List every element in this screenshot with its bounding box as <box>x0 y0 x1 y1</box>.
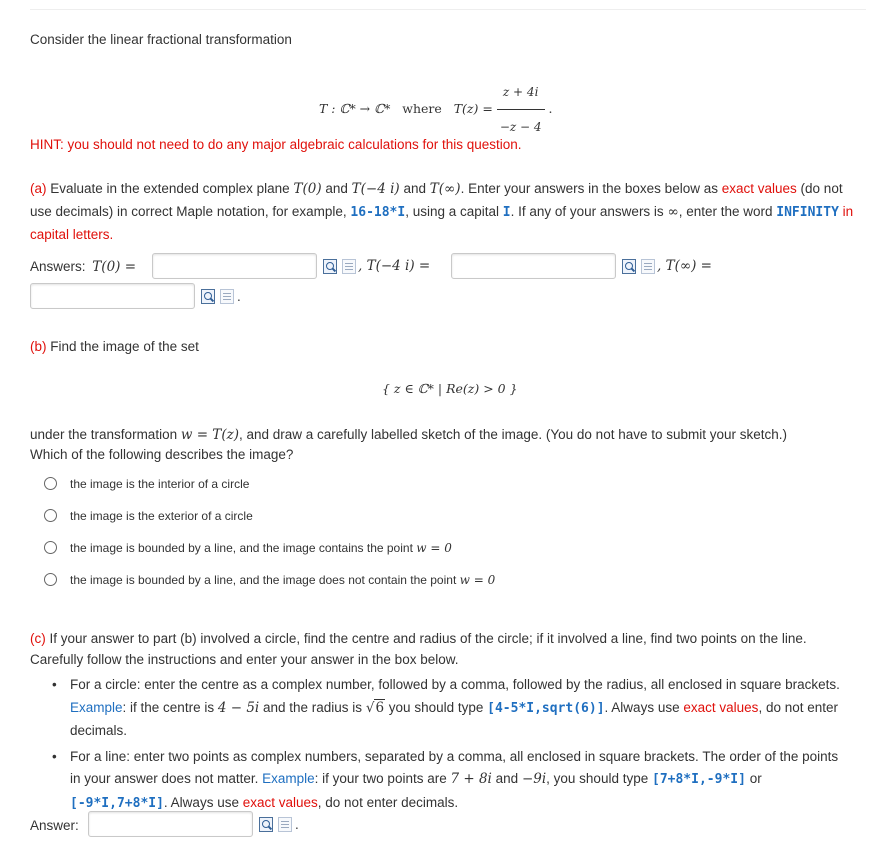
syntax-help-icon[interactable] <box>641 259 655 274</box>
b2-t7: , do not enter decimals. <box>317 794 459 810</box>
part-a-t8: , enter the word <box>678 203 773 219</box>
part-a-t7: . If any of your answers is <box>510 203 664 219</box>
preview-icon[interactable] <box>201 289 215 304</box>
option-3-text: the image is bounded by a line, and the image contains the point <box>70 541 413 555</box>
b1-sqrt-arg: 6 <box>375 699 385 716</box>
answer-c-label: Answer: <box>30 818 79 833</box>
answers-a-tm4i-label <box>358 258 430 274</box>
radio-option-4[interactable] <box>44 573 57 586</box>
part-c-instructions <box>52 674 852 818</box>
b2-t5: or <box>749 771 762 786</box>
answer-c-end: . <box>295 817 299 832</box>
part-a-m3: T(∞) <box>429 181 461 197</box>
b1-values: values <box>719 699 759 715</box>
line-instruction <box>52 746 852 816</box>
b2-t1: For a line: enter two points as complex numbers, separated by a comma, all enclosed in square brackets. The order of the points in your answer does not matter. <box>70 748 839 786</box>
preview-icon[interactable] <box>259 817 273 832</box>
part-b-question: Which of the following describes the image? <box>30 447 294 462</box>
part-a-example-code: 16-18*I <box>350 204 406 220</box>
intro-text: Consider the linear fractional transformation <box>30 32 292 47</box>
preview-icon[interactable] <box>323 259 337 274</box>
formula-numerator: z + 4i <box>497 76 545 110</box>
part-a-text <box>30 178 860 247</box>
formula-denominator: −z − 4 <box>499 120 542 134</box>
part-b-u1: under the transformation <box>30 427 178 442</box>
part-c-text <box>30 629 860 670</box>
formula-fraction <box>497 76 545 143</box>
radio-option-3[interactable] <box>44 541 57 554</box>
b2-t4: , you should type <box>546 771 649 786</box>
b2-example: Example <box>262 771 315 786</box>
answer-t-infinity-input[interactable] <box>30 283 195 309</box>
part-a-inf-code: INFINITY <box>776 204 839 220</box>
b1-t2: : if the centre is <box>122 699 215 715</box>
b2-m1: 7 + 8i <box>450 771 492 787</box>
part-a-m1: T(0) <box>293 181 322 197</box>
answers-a-sep1: , <box>358 258 363 274</box>
part-b-w-eq: w = T(z) <box>180 427 239 443</box>
option-1-label: the image is the interior of a circle <box>70 477 250 491</box>
part-c-text2: Carefully follow the instructions and enter your answer in the box below. <box>30 651 459 667</box>
part-b-text: Find the image of the set <box>50 339 199 354</box>
formula <box>319 76 552 143</box>
b2-t2: : if your two points are <box>314 771 447 786</box>
part-b-intro <box>30 339 199 354</box>
b2-t6: . Always use <box>163 794 239 810</box>
b2-code2: [-9*I,7+8*I] <box>70 795 164 811</box>
part-a-exact: exact values <box>721 181 797 196</box>
radio-option-2[interactable] <box>44 509 57 522</box>
syntax-help-icon[interactable] <box>278 817 292 832</box>
part-a-t3: and <box>403 181 427 196</box>
part-a-t9: in <box>842 203 854 219</box>
b1-m1: 4 − 5i <box>217 699 260 716</box>
answers-a-tinf: T(∞) = <box>665 258 712 274</box>
b2-exact: exact values <box>242 794 318 810</box>
b2-code1: [7+8*I,-9*I] <box>652 772 746 787</box>
part-a-cap-code: I <box>502 204 511 220</box>
answers-a-end: . <box>237 289 241 304</box>
part-a-t2: and <box>325 181 348 196</box>
answer-c-input[interactable] <box>88 811 253 837</box>
answers-a-label: Answers: <box>30 259 86 274</box>
syntax-help-icon[interactable] <box>220 289 234 304</box>
b2-m2: −9i <box>521 771 547 787</box>
part-b-tag: (b) <box>30 339 47 354</box>
b1-t3: and the radius is <box>263 699 363 715</box>
b1-sqrt-sym: √ <box>365 699 375 716</box>
b1-t1: For a circle: enter the centre as a complex number, followed by a comma, followed by the radius, all enclosed in square brackets. <box>70 677 840 692</box>
answers-a-t0: T(0) = <box>92 259 137 275</box>
option-4-label <box>70 573 495 587</box>
b1-exact: exact <box>683 699 716 715</box>
answers-a-tm4i: T(−4 i) = <box>366 258 431 274</box>
b1-example: Example <box>70 699 123 715</box>
part-a-t6: , using a capital <box>405 203 500 219</box>
option-4-text: the image is bounded by a line, and the image does not contain the point <box>70 573 457 587</box>
part-a-inf-sym: ∞ <box>667 203 679 220</box>
answers-a-label-row <box>30 259 136 275</box>
syntax-help-icon[interactable] <box>342 259 356 274</box>
answer-t0-input[interactable] <box>152 253 317 279</box>
part-a-tag: (a) <box>30 181 47 196</box>
b2-t3: and <box>495 771 519 786</box>
option-3-w0: w = 0 <box>416 541 452 555</box>
top-divider <box>30 9 866 10</box>
answers-a-sep2: , <box>657 258 662 274</box>
preview-icon[interactable] <box>622 259 636 274</box>
part-b-transform-text <box>30 425 860 465</box>
formula-trail: . <box>548 101 553 116</box>
part-b-u2: , and draw a carefully labelled sketch of the image. (You do not have to submit your sketch.) <box>238 427 788 442</box>
formula-where: where <box>402 101 442 116</box>
answer-t-minus-4i-input[interactable] <box>451 253 616 279</box>
part-c-tag: (c) <box>30 631 46 646</box>
b1-code: [4-5*I,sqrt(6)] <box>487 700 605 716</box>
part-a-t4: . Enter your answers in the boxes below as <box>460 181 718 196</box>
part-a-t1: Evaluate in the extended complex plane <box>50 181 290 196</box>
part-a-caps: capital letters. <box>30 227 114 242</box>
b1-t5: . Always use <box>604 699 680 715</box>
option-4-w0: w = 0 <box>459 573 496 587</box>
hint-text: HINT: you should not need to do any major algebraic calculations for this question. <box>30 137 522 152</box>
circle-instruction <box>52 674 852 743</box>
b1-sqrt <box>366 697 385 720</box>
radio-option-1[interactable] <box>44 477 57 490</box>
option-2-label: the image is the exterior of a circle <box>70 509 253 523</box>
b1-t4: you should type <box>388 699 484 715</box>
answers-a-tinf-label <box>657 258 712 274</box>
b1-t6: , do not enter decimals. <box>70 699 838 738</box>
part-b-set: { z ∈ ℂ* | Re(z) > 0 } <box>382 381 518 396</box>
formula-t-of-z: T(z) = <box>453 101 493 116</box>
option-3-label <box>70 541 452 555</box>
part-a-m2: T(−4 i) <box>351 181 400 197</box>
formula-lhs: T : ℂ* → ℂ* <box>319 101 391 116</box>
part-c-text1: If your answer to part (b) involved a circle, find the centre and radius of the circle; if it involved a line, find two points on the line. <box>49 631 807 646</box>
part-a-t5: (do not use decimals) in correct Maple notation, for example, <box>30 181 843 219</box>
